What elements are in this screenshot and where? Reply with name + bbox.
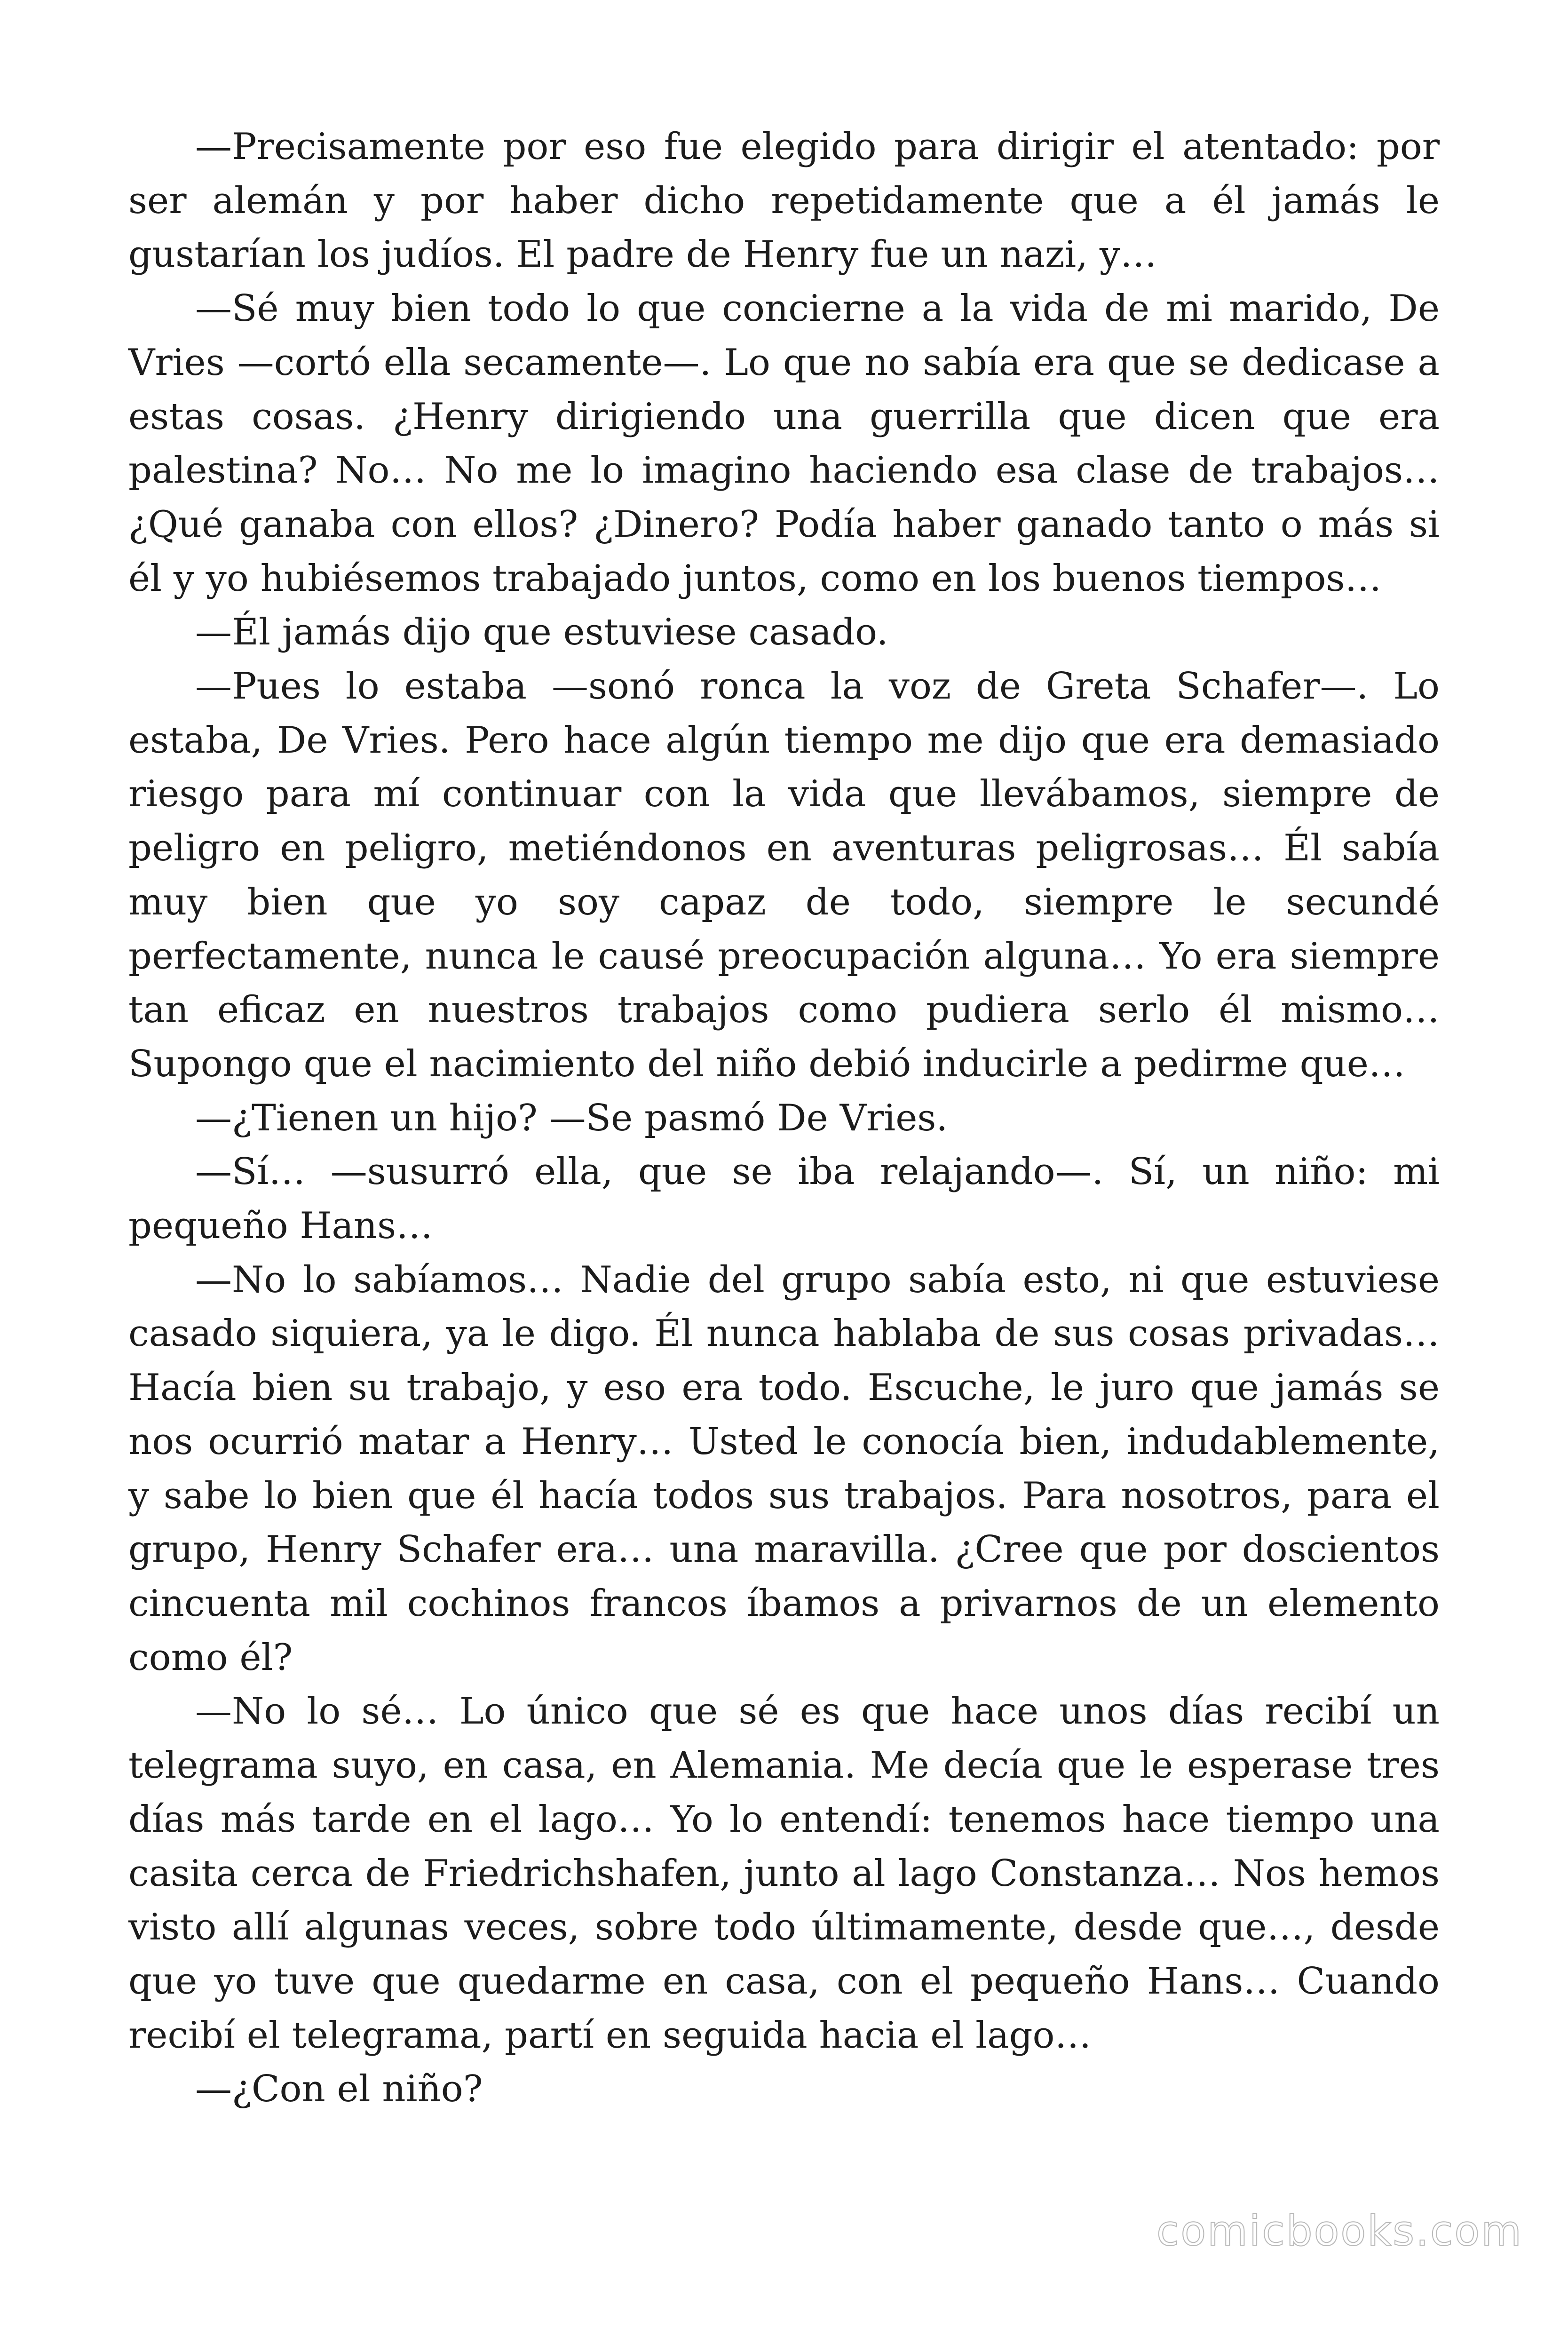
paragraph: —Pues lo estaba —sonó ronca la voz de Greta Schafer—. Lo estaba, De Vries. Pero hace algún tiempo me dijo que era demasiado riesgo para mí continuar con la vida que llevábamos, siempre de peligro en peligro, metiéndonos en aventuras peligrosas… Él sabía muy bien que yo soy capaz de todo, siempre le secundé perfectamente, nunca le causé preocupación alguna… Yo era siempre tan eficaz en nuestros trabajos como pudiera serlo él mismo… Supongo que el nacimiento del niño debió inducirle a pedirme que… xyxy=(128,665,1440,1085)
paragraph: —Él jamás dijo que estuviese casado. xyxy=(195,611,888,654)
paragraph: —¿Con el niño? xyxy=(195,2068,483,2111)
paragraph: —No lo sabíamos… Nadie del grupo sabía esto, ni que estuviese casado siquiera, ya le digo. Él nunca hablaba de sus cosas privadas… Hacía bien su trabajo, y eso era todo. Escuche, le juro que jamás se nos ocurrió matar a Henry… Usted le conocía bien, indudablemente, y sabe lo bien que él hacía todos sus trabajos. Para nosotros, para el grupo, Henry Schafer era… una maravilla. ¿Cree que por doscientos cincuenta mil cochinos francos íbamos a privarnos de un elemento como él? xyxy=(128,1258,1440,1679)
paragraph: —Precisamente por eso fue elegido para dirigir el atentado: por ser alemán y por haber dicho repetidamente que a él jamás le gustarían los judíos. El padre de Henry fue un nazi, y… xyxy=(128,126,1440,276)
paragraph: —¿Tienen un hijo? —Se pasmó De Vries. xyxy=(195,1097,948,1139)
watermark: comicbooks.com xyxy=(1156,2207,1523,2255)
page-body xyxy=(128,120,1440,2143)
paragraph: —Sí… —susurró ella, que se iba relajando—. Sí, un niño: mi pequeño Hans… xyxy=(128,1151,1440,1248)
paragraph: —No lo sé… Lo único que sé es que hace unos días recibí un telegrama suyo, en casa, en Alemania. Me decía que le esperase tres días más tarde en el lago… Yo lo entendí: tenemos hace tiempo una casita cerca de Friedrichshafen, junto al lago Constanza… Nos hemos visto allí algunas veces, sobre todo últimamente, desde que…, desde que yo tuve que quedarme en casa, con el pequeño Hans… Cuando recibí el telegrama, partí en seguida hacia el lago… xyxy=(128,1690,1440,2057)
paragraph: —Sé muy bien todo lo que concierne a la vida de mi marido, De Vries —cortó ella secamente—. Lo que no sabía era que se dedicase a estas cosas. ¿Henry dirigiendo una guerrilla que dicen que era palestina? No… No me lo imagino haciendo esa clase de trabajos… ¿Qué ganaba con ellos? ¿Dinero? Podía haber ganado tanto o más si él y yo hubiésemos trabajado juntos, como en los buenos tiempos… xyxy=(128,287,1440,600)
